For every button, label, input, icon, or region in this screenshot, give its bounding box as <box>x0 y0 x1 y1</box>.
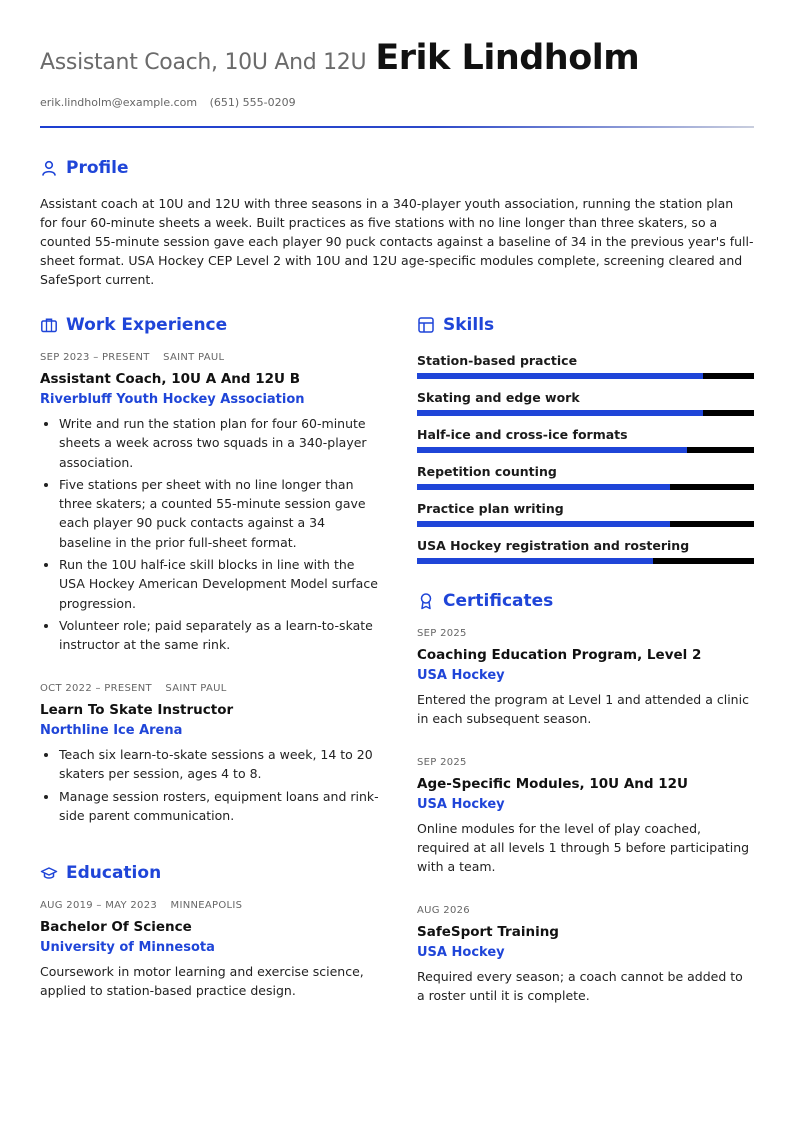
job-role: Assistant Coach, 10U And 12U <box>40 50 367 75</box>
education-section-title <box>40 863 161 883</box>
skill-item <box>417 427 754 442</box>
skill-bar <box>417 521 754 527</box>
layout-icon <box>417 316 435 334</box>
skill-name: Repetition counting <box>417 464 557 479</box>
job-bullet: • Manage session rosters, equipment loans and rink-side parent communication. <box>59 787 380 826</box>
school: University of Minnesota <box>40 940 215 955</box>
certificate-description: Required every season; a coach cannot be added to a roster until it is complete. <box>417 969 743 1003</box>
skill-bar <box>417 484 754 490</box>
skill-item <box>417 538 754 553</box>
degree: Bachelor Of Science <box>40 919 192 935</box>
certificate-issuer: USA Hockey <box>417 945 505 960</box>
skill-bar <box>417 410 754 416</box>
briefcase-icon <box>40 316 58 334</box>
job-bullets <box>40 745 380 825</box>
certificates-heading: Certificates <box>443 591 554 611</box>
contact-line <box>40 96 296 109</box>
work-section-title <box>40 315 227 335</box>
profile-section-title <box>40 158 128 178</box>
resume-header <box>40 38 754 78</box>
job-location: SAINT PAUL <box>163 352 225 363</box>
certificate-description: Entered the program at Level 1 and attended a clinic in each subsequent season. <box>417 692 749 726</box>
job-bullets <box>40 414 380 655</box>
email[interactable]: erik.lindholm@example.com <box>40 96 198 109</box>
skill-level <box>417 410 703 416</box>
certificate-date: SEP 2025 <box>417 628 467 639</box>
job-organization: Riverbluff Youth Hockey Association <box>40 392 305 407</box>
skill-name: Skating and edge work <box>417 390 580 405</box>
skill-bar <box>417 373 754 379</box>
job-title: Learn To Skate Instructor <box>40 702 234 718</box>
award-icon <box>417 592 435 610</box>
job-meta <box>40 683 380 694</box>
job-organization: Northline Ice Arena <box>40 723 183 738</box>
certificate-date: AUG 2026 <box>417 905 470 916</box>
skill-bar <box>417 558 754 564</box>
certificates-section-title <box>417 591 553 611</box>
phone[interactable]: (651) 555-0209 <box>209 96 296 109</box>
certificate-entry <box>417 905 754 1005</box>
skill-level <box>417 373 703 379</box>
skill-level <box>417 521 670 527</box>
certificate-entry <box>417 628 754 728</box>
certificate-entry <box>417 757 754 876</box>
candidate-name: Erik Lindholm <box>375 38 640 78</box>
certificate-issuer: USA Hockey <box>417 797 505 812</box>
job-bullet: • Teach six learn-to-skate sessions a week, 14 to 20 skaters per session, ages 4 to 8. <box>59 745 380 784</box>
job-location: SAINT PAUL <box>165 683 227 694</box>
skill-item <box>417 464 754 479</box>
skill-item <box>417 501 754 516</box>
profile-summary: Assistant coach at 10U and 12U with three seasons in a 340-player youth association, running the station plan for four 60-minute sheets a week. Built practices as five stations with no line longer than three skaters, so a counted 55-minute session gave each player 90 puck contacts against a baseline of 34 in the previous year's full-sheet format. USA Hockey CEP Level 2 with 10U and 12U age-specific modules complete, screening cleared and SafeSport current. <box>40 196 754 287</box>
skill-item <box>417 390 754 405</box>
user-icon <box>40 159 58 177</box>
profile-heading: Profile <box>66 158 129 178</box>
education-dates: AUG 2019 – MAY 2023 <box>40 900 158 911</box>
education-entry <box>40 900 380 1000</box>
skill-item <box>417 353 754 368</box>
job-entry <box>40 683 380 828</box>
job-bullet: • Five stations per sheet with no line longer than three skaters; a counted 55-minute session gave each player 90 puck contacts against a 34 baseline in the prior full-sheet format. <box>59 475 380 552</box>
job-meta <box>40 352 380 363</box>
skills-section-title <box>417 315 494 335</box>
certificate-date: SEP 2025 <box>417 757 467 768</box>
certificate-issuer: USA Hockey <box>417 668 505 683</box>
certificate-name: Coaching Education Program, Level 2 <box>417 647 702 663</box>
header-divider <box>40 126 754 128</box>
education-location: MINNEAPOLIS <box>170 900 243 911</box>
certificate-name: SafeSport Training <box>417 924 559 940</box>
job-bullet: • Run the 10U half-ice skill blocks in line with the USA Hockey American Development Model surface progression. <box>59 555 380 613</box>
skill-level <box>417 447 687 453</box>
skill-name: Half-ice and cross-ice formats <box>417 427 628 442</box>
certificate-name: Age-Specific Modules, 10U And 12U <box>417 776 689 792</box>
education-description: Coursework in motor learning and exercise science, applied to station-based practice design. <box>40 964 364 998</box>
job-dates: SEP 2023 – PRESENT <box>40 352 150 363</box>
skill-bar <box>417 447 754 453</box>
work-heading: Work Experience <box>66 315 228 335</box>
certificate-description: Online modules for the level of play coached, required at all levels 1 through 5 before participating with a team. <box>417 821 750 874</box>
skill-name: Station-based practice <box>417 353 578 368</box>
job-entry <box>40 352 380 658</box>
skill-level <box>417 484 670 490</box>
skill-name: Practice plan writing <box>417 501 564 516</box>
job-title: Assistant Coach, 10U A And 12U B <box>40 371 301 387</box>
education-heading: Education <box>66 863 162 883</box>
skill-level <box>417 558 653 564</box>
graduation-cap-icon <box>40 864 58 882</box>
education-meta <box>40 900 380 911</box>
skills-heading: Skills <box>443 315 495 335</box>
job-dates: OCT 2022 – PRESENT <box>40 683 152 694</box>
job-bullet: • Write and run the station plan for four 60-minute sheets a week across two squads in a 340-player association. <box>59 414 380 472</box>
skill-name: USA Hockey registration and rostering <box>417 538 690 553</box>
job-bullet: • Volunteer role; paid separately as a learn-to-skate instructor at the same rink. <box>59 616 380 655</box>
